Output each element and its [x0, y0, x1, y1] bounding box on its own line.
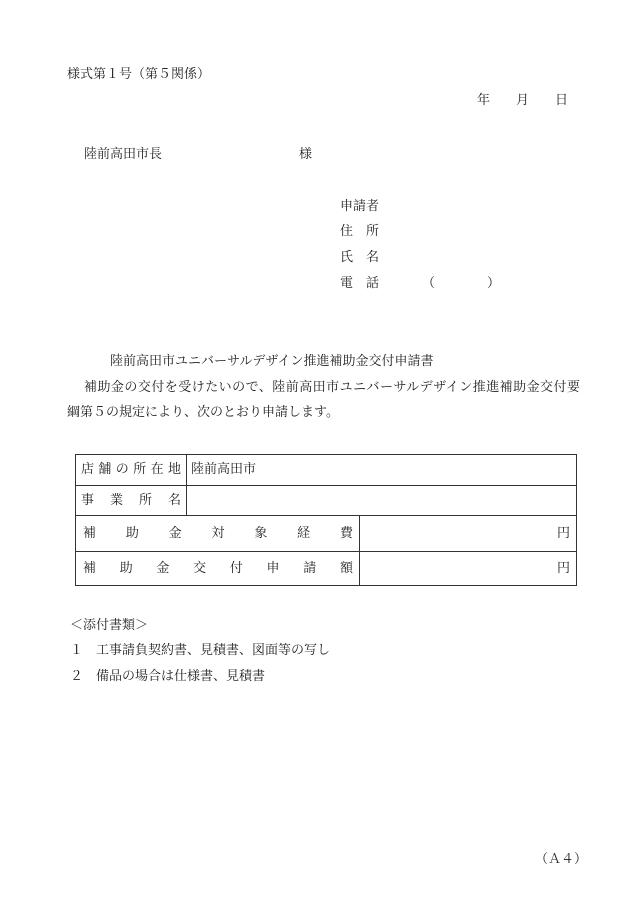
date-line: 年 月 日	[477, 93, 569, 108]
store-location-value: 陸前高田市	[191, 462, 257, 477]
address-label: 住 所	[340, 224, 380, 239]
addressee-honorific: 様	[299, 147, 313, 162]
business-name-label: 事業所名	[81, 492, 181, 508]
phone-parentheses: （ ）	[422, 276, 501, 291]
attachments-heading: ＜添付書類＞	[70, 618, 149, 633]
table-label-cell	[76, 516, 360, 551]
name-label: 氏 名	[340, 250, 380, 265]
table-row	[76, 455, 576, 485]
table-value-cell	[360, 516, 576, 551]
body-line-1: 補助金の交付を受けたいので、陸前高田市ユニバーサルデザイン推進補助金交付要	[84, 380, 580, 395]
paper-size-note: （Ａ４）	[535, 852, 588, 867]
requested-amount-label: 補助金交付申請額	[83, 560, 353, 576]
attachment-item: ２ 備品の場合は仕様書、見積書	[70, 669, 266, 684]
application-table	[75, 454, 577, 586]
table-value-cell	[360, 552, 576, 585]
eligible-expense-label: 補助金対象経費	[83, 525, 353, 541]
attachment-item: １ 工事請負契約書、見積書、図面等の写し	[70, 643, 331, 658]
store-location-label: 店舗の所在地	[81, 462, 181, 477]
phone-label: 電 話	[340, 276, 380, 291]
document-title: 陸前高田市ユニバーサルデザイン推進補助金交付申請書	[110, 354, 434, 369]
requested-amount-unit: 円	[556, 560, 570, 576]
form-number: 様式第１号（第５関係）	[67, 67, 211, 82]
body-line-2: 綱第５の規定により、次のとおり申請します。	[67, 405, 339, 420]
table-label-cell	[76, 552, 360, 585]
eligible-expense-unit: 円	[556, 525, 570, 541]
addressee-name: 陸前高田市長	[84, 147, 163, 162]
table-row	[76, 485, 576, 515]
table-label-cell	[76, 455, 187, 485]
table-label-cell	[76, 486, 187, 515]
table-row	[76, 515, 576, 551]
table-value-cell	[187, 486, 576, 515]
table-row	[76, 551, 576, 585]
applicant-heading: 申請者	[340, 199, 380, 214]
table-value-cell	[187, 455, 576, 485]
